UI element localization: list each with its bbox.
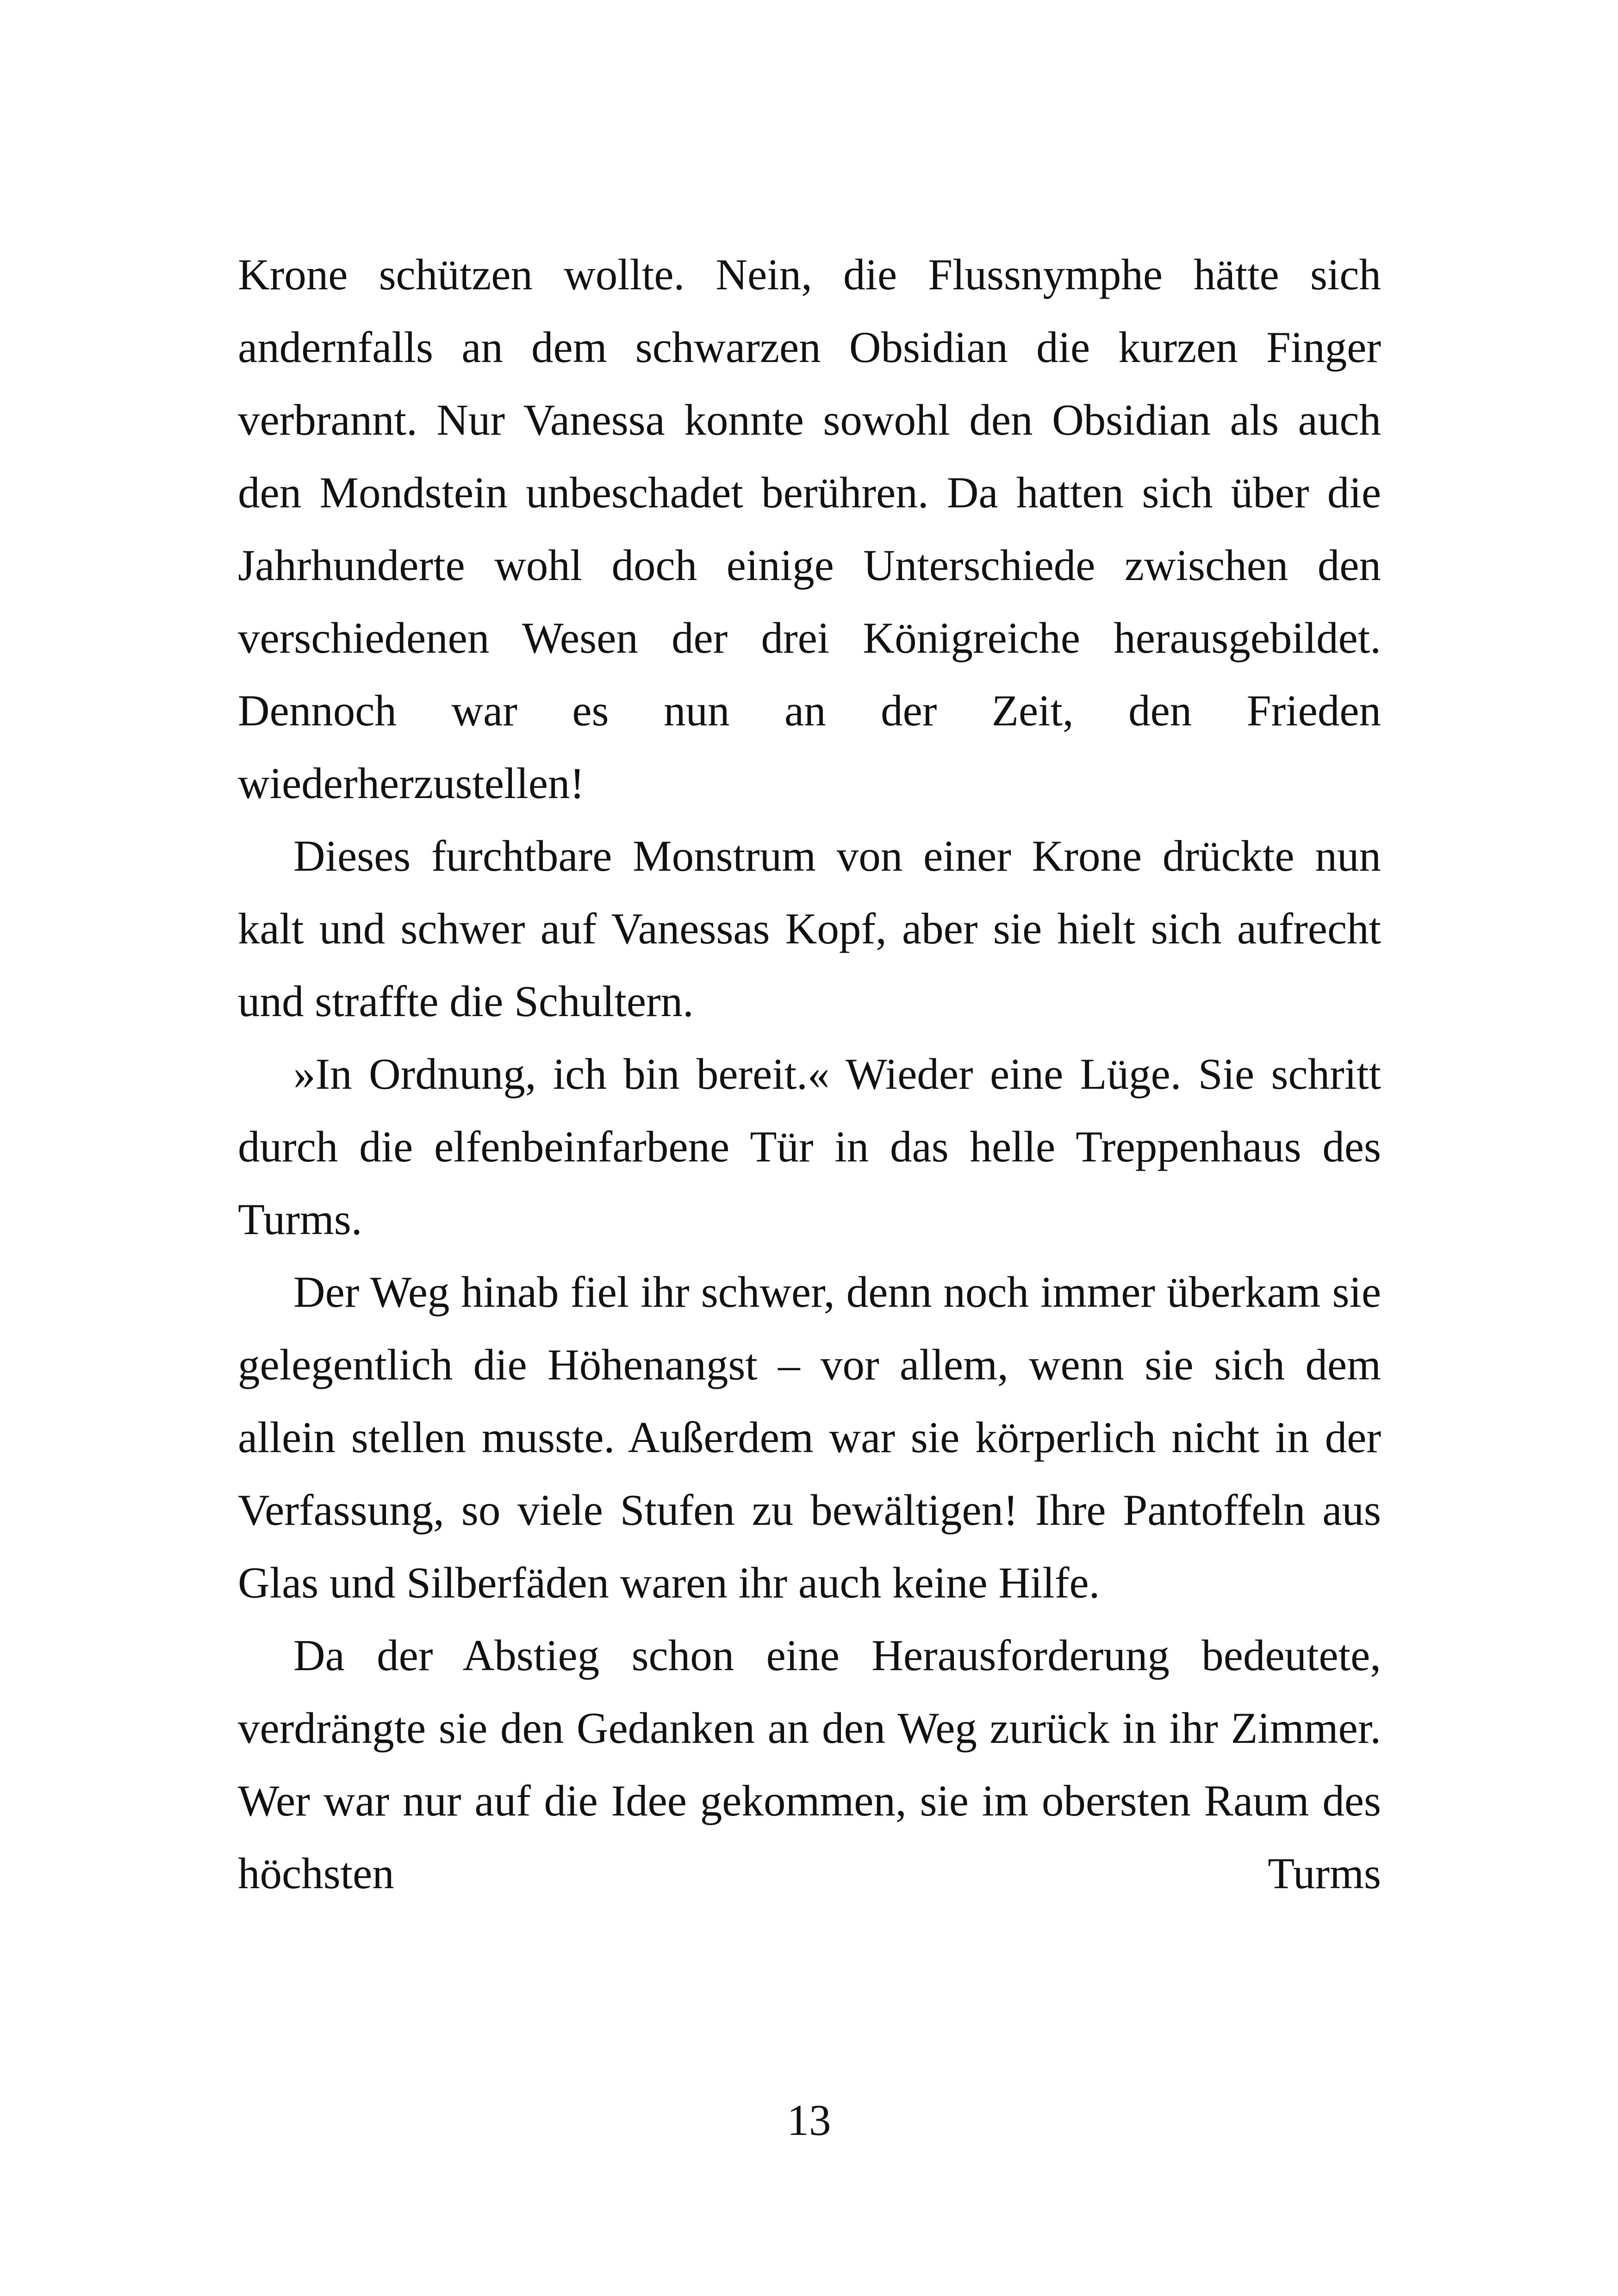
paragraph-5: Da der Abstieg schon eine Herausforderung bedeutete, verdrängte sie den Gedanken an den Weg zurück in ihr Zimmer. Wer war nur auf die Idee gekommen, sie im obersten Raum des höchsten Turms [238,1631,1381,1898]
paragraph-3: »In Ordnung, ich bin bereit.« Wieder eine Lüge. Sie schritt durch die elfenbeinfarbene Tür in das helle Treppenhaus des Turms. [238,1049,1381,1244]
paragraph-1: Krone schützen wollte. Nein, die Flussnymphe hätte sich andernfalls an dem schwarzen Obsidian die kurzen Finger verbrannt. Nur Vanessa konnte sowohl den Obsidian als auch den Mondstein unbeschadet berühren. Da hatten sich über die Jahrhunderte wohl doch einige Unterschiede zwischen den verschiedenen Wesen der drei Königreiche herausgebildet. Dennoch war es nun an der Zeit, den Frieden wiederherzustellen! [238,250,1381,808]
paragraph-4: Der Weg hinab fiel ihr schwer, denn noch immer überkam sie gelegentlich die Höhenangst – vor allem, wenn sie sich dem allein stellen musste. Außerdem war sie körperlich nicht in der Verfassung, so viele Stufen zu bewältigen! Ihre Pantoffeln aus Glas und Silberfäden waren ihr auch keine Hilfe. [238,1267,1381,1607]
body-text [238,238,1381,1910]
page-number: 13 [787,2096,831,2145]
paragraph-2: Dieses furchtbare Monstrum von einer Krone drückte nun kalt und schwer auf Vanessas Kopf, aber sie hielt sich aufrecht und straffte die Schultern. [238,831,1381,1026]
